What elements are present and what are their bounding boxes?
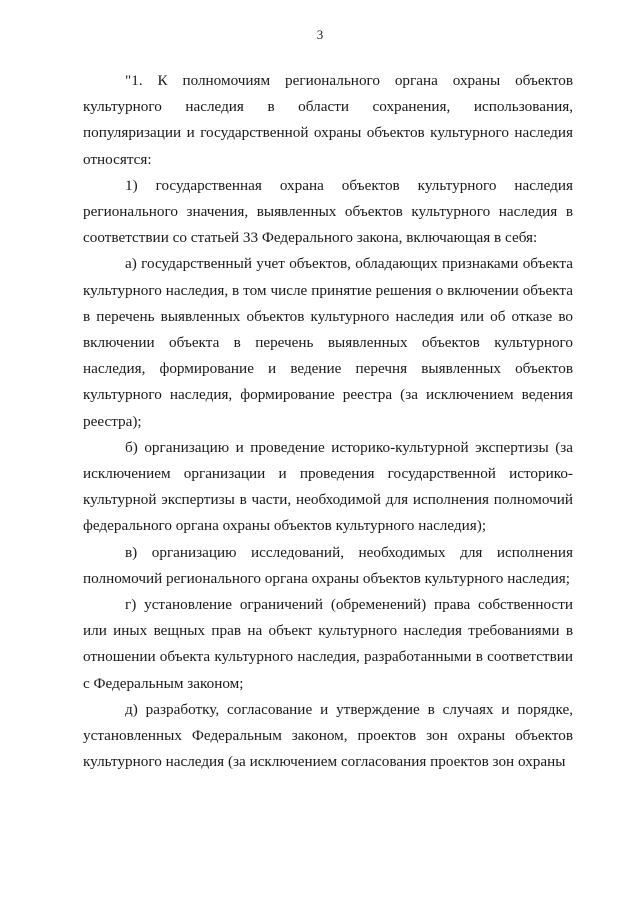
paragraph-subitem-g: г) установление ограничений (обременений) права собственности или иных вещных прав на объект культурного наследия требованиями в отношении объекта культурного наследия, разработанными в соответствии с Федеральным законом; <box>83 596 573 692</box>
page-number: 3 <box>316 27 324 42</box>
paragraph-subitem-b: б) организацию и проведение историко-культурной экспертизы (за исключением организации и проведения государственной историко-культурной экспертизы в части, необходимой для исполнения полномочий федерального органа охраны объектов культурного наследия); <box>83 438 573 535</box>
paragraph-subitem-v: в) организацию исследований, необходимых для исполнения полномочий регионального органа охраны объектов культурного наследия; <box>83 543 573 587</box>
document-body <box>83 68 573 775</box>
paragraph-intro: "1. К полномочиям регионального органа охраны объектов культурного наследия в области сохранения, использования, популяризации и государственной охраны объектов культурного наследия относятся: <box>83 72 573 168</box>
paragraph-item-1: 1) государственная охрана объектов культурного наследия регионального значения, выявленных объектов культурного наследия в соответствии со статьей 33 Федерального закона, включающая в себя: <box>83 176 573 247</box>
paragraph-subitem-d: д) разработку, согласование и утверждение в случаях и порядке, установленных Федеральным законом, проектов зон охраны объектов культурного наследия (за исключением согласования проектов зон охраны <box>83 700 573 771</box>
paragraph-subitem-a: а) государственный учет объектов, обладающих признаками объекта культурного наследия, в том числе принятие решения о включении объекта в перечень выявленных объектов культурного наследия или об отказе во включении объекта в перечень выявленных объектов культурного наследия, формирование и ведение перечня выявленных объектов культурного наследия, формирование реестра (за исключением ведения реестра); <box>83 255 573 430</box>
